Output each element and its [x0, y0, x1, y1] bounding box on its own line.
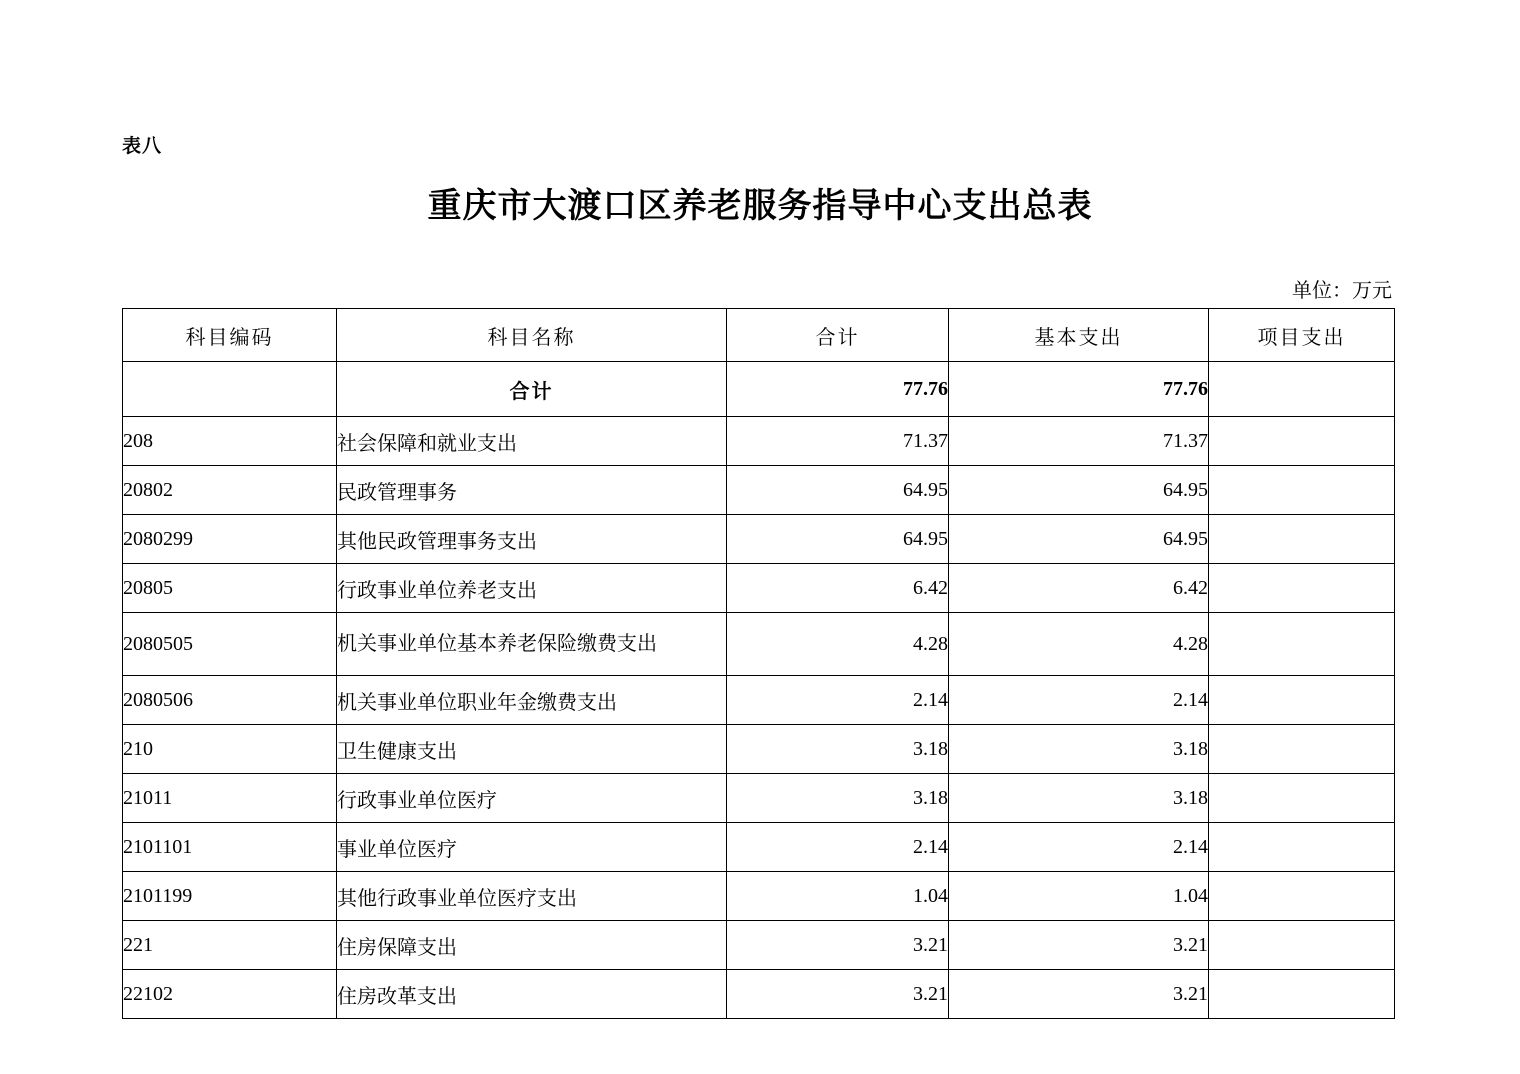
table-row-summary	[123, 362, 1395, 417]
cell-name: 卫生健康支出	[337, 725, 727, 774]
cell-total: 3.21	[727, 970, 949, 1019]
table-row	[123, 725, 1395, 774]
cell-name: 其他民政管理事务支出	[337, 515, 727, 564]
cell-basic: 71.37	[949, 417, 1209, 466]
cell-total: 64.95	[727, 466, 949, 515]
table-row	[123, 774, 1395, 823]
page-title: 重庆市大渡口区养老服务指导中心支出总表	[427, 187, 1093, 225]
cell-total: 77.76	[727, 362, 949, 417]
header-cell-project: 项目支出	[1209, 309, 1395, 362]
cell-basic: 2.14	[949, 823, 1209, 872]
cell-basic: 3.21	[949, 970, 1209, 1019]
table-header-row	[123, 309, 1395, 362]
cell-basic: 4.28	[949, 613, 1209, 676]
cell-total: 71.37	[727, 417, 949, 466]
cell-project	[1209, 970, 1395, 1019]
cell-code	[123, 362, 337, 417]
table-header	[123, 309, 1395, 362]
cell-total: 6.42	[727, 564, 949, 613]
cell-project	[1209, 872, 1395, 921]
cell-code: 2101199	[123, 872, 337, 921]
cell-total: 2.14	[727, 676, 949, 725]
cell-name: 民政管理事务	[337, 466, 727, 515]
cell-project	[1209, 676, 1395, 725]
cell-total: 3.18	[727, 774, 949, 823]
table-row	[123, 613, 1395, 676]
cell-name: 机关事业单位基本养老保险缴费支出	[337, 613, 727, 676]
cell-project	[1209, 515, 1395, 564]
cell-name: 住房改革支出	[337, 970, 727, 1019]
cell-basic: 3.18	[949, 774, 1209, 823]
cell-project	[1209, 362, 1395, 417]
table-label: 表八	[122, 136, 163, 157]
cell-basic: 6.42	[949, 564, 1209, 613]
header-cell-code: 科目编码	[123, 309, 337, 362]
table-row	[123, 823, 1395, 872]
cell-total: 1.04	[727, 872, 949, 921]
cell-code: 221	[123, 921, 337, 970]
cell-name: 事业单位医疗	[337, 823, 727, 872]
cell-basic: 64.95	[949, 466, 1209, 515]
table-row	[123, 676, 1395, 725]
header-cell-total: 合计	[727, 309, 949, 362]
cell-total: 2.14	[727, 823, 949, 872]
cell-total: 64.95	[727, 515, 949, 564]
cell-code: 20805	[123, 564, 337, 613]
cell-total: 3.21	[727, 921, 949, 970]
cell-name: 住房保障支出	[337, 921, 727, 970]
cell-basic: 2.14	[949, 676, 1209, 725]
cell-basic: 77.76	[949, 362, 1209, 417]
cell-name: 行政事业单位医疗	[337, 774, 727, 823]
table-row	[123, 564, 1395, 613]
cell-code: 2101101	[123, 823, 337, 872]
cell-basic: 1.04	[949, 872, 1209, 921]
cell-name: 行政事业单位养老支出	[337, 564, 727, 613]
cell-project	[1209, 613, 1395, 676]
expenditure-table	[122, 308, 1395, 1019]
cell-code: 2080299	[123, 515, 337, 564]
cell-basic: 3.21	[949, 921, 1209, 970]
cell-project	[1209, 823, 1395, 872]
cell-total: 3.18	[727, 725, 949, 774]
table-body	[123, 362, 1395, 1019]
cell-project	[1209, 417, 1395, 466]
cell-name: 合计	[337, 362, 727, 417]
cell-code: 2080505	[123, 613, 337, 676]
cell-total: 4.28	[727, 613, 949, 676]
cell-project	[1209, 921, 1395, 970]
cell-code: 22102	[123, 970, 337, 1019]
cell-project	[1209, 774, 1395, 823]
cell-project	[1209, 466, 1395, 515]
table-row	[123, 921, 1395, 970]
cell-name: 机关事业单位职业年金缴费支出	[337, 676, 727, 725]
table-row	[123, 417, 1395, 466]
cell-basic: 64.95	[949, 515, 1209, 564]
table-row	[123, 466, 1395, 515]
table-row	[123, 515, 1395, 564]
unit-note: 单位：万元	[1292, 280, 1392, 302]
cell-name: 其他行政事业单位医疗支出	[337, 872, 727, 921]
cell-code: 210	[123, 725, 337, 774]
header-cell-basic: 基本支出	[949, 309, 1209, 362]
table-row	[123, 872, 1395, 921]
cell-name: 社会保障和就业支出	[337, 417, 727, 466]
cell-code: 21011	[123, 774, 337, 823]
cell-code: 2080506	[123, 676, 337, 725]
header-cell-name: 科目名称	[337, 309, 727, 362]
table-row	[123, 970, 1395, 1019]
cell-basic: 3.18	[949, 725, 1209, 774]
cell-project	[1209, 725, 1395, 774]
cell-project	[1209, 564, 1395, 613]
cell-code: 20802	[123, 466, 337, 515]
cell-code: 208	[123, 417, 337, 466]
